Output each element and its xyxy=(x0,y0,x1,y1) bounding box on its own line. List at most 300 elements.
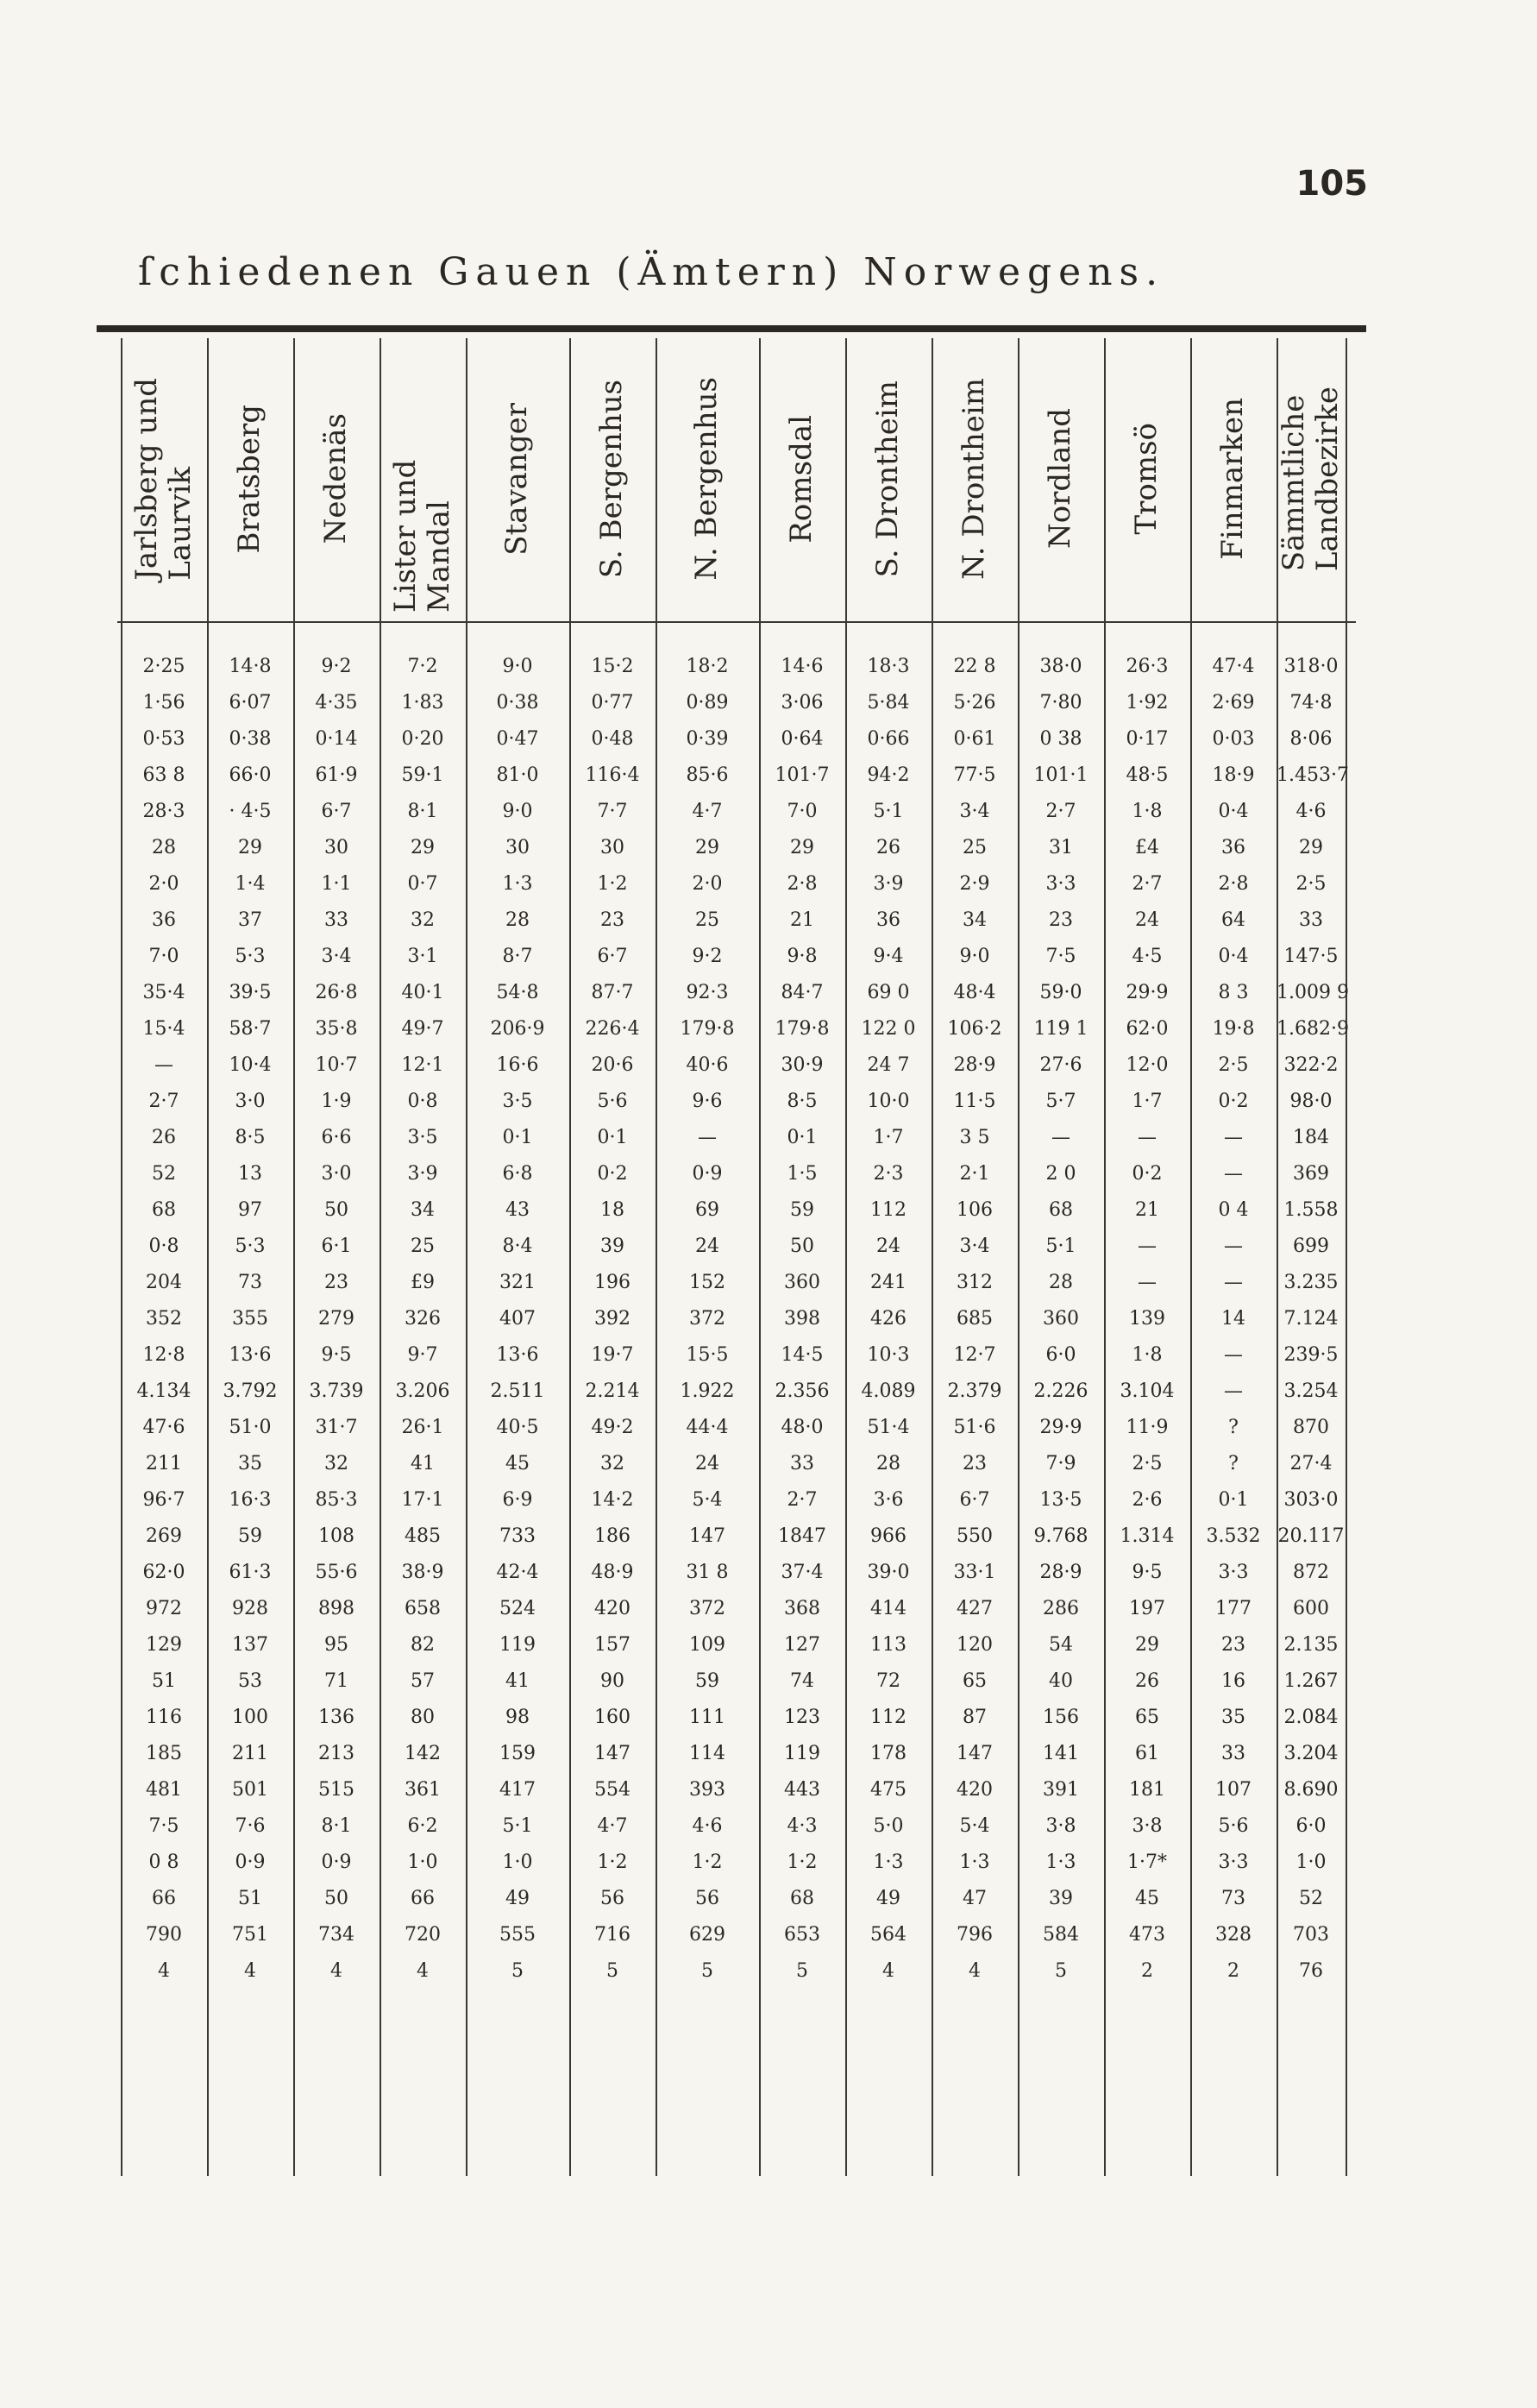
table-cell: 5 xyxy=(606,1960,618,1982)
table-cell: 2·0 xyxy=(692,873,723,895)
table-cell: £4 xyxy=(1135,837,1159,858)
table-cell: 392 xyxy=(594,1308,630,1330)
table-cell: 1·3 xyxy=(959,1852,990,1873)
table-cell: 48·5 xyxy=(1126,764,1169,786)
table-cell: 8·1 xyxy=(407,801,438,822)
table-cell: 26 xyxy=(1135,1670,1159,1692)
table-cell: 36 xyxy=(1221,837,1245,858)
table-cell: 3·3 xyxy=(1218,1562,1249,1583)
table-cell: 554 xyxy=(594,1779,630,1801)
table-cell: 45 xyxy=(505,1453,530,1474)
table-cell: 95 xyxy=(324,1634,348,1656)
table-cell: 368 xyxy=(784,1598,820,1619)
table-cell: 420 xyxy=(594,1598,630,1619)
table-cell: 2.226 xyxy=(1033,1380,1088,1402)
table-cell: 658 xyxy=(405,1598,441,1619)
table-cell: 23 xyxy=(963,1453,987,1474)
column-header-label: N. Bergenhus xyxy=(689,377,725,581)
table-cell: 211 xyxy=(146,1453,182,1474)
table-cell: 18·2 xyxy=(686,656,729,677)
table-row xyxy=(0,975,1537,1011)
table-row xyxy=(0,1772,1537,1808)
table-cell: 1·2 xyxy=(597,1852,628,1873)
table-cell: 5·6 xyxy=(597,1091,628,1112)
table-row xyxy=(0,830,1537,866)
table-cell: 685 xyxy=(957,1308,993,1330)
table-cell: 3·3 xyxy=(1045,873,1076,895)
table-cell: 181 xyxy=(1129,1779,1165,1801)
table-cell: 5·7 xyxy=(1045,1091,1076,1112)
table-cell: 239·5 xyxy=(1283,1344,1339,1366)
table-cell: 32 xyxy=(324,1453,348,1474)
column-header-label: S. Drontheim xyxy=(870,380,906,578)
table-cell: 81·0 xyxy=(496,764,539,786)
table-cell: 38·0 xyxy=(1039,656,1082,677)
table-cell: 160 xyxy=(594,1707,630,1728)
table-cell: 972 xyxy=(146,1598,182,1619)
table-cell: 13·5 xyxy=(1039,1489,1082,1511)
table-cell: 49 xyxy=(876,1888,900,1909)
table-cell: 0·8 xyxy=(407,1091,438,1112)
table-cell: 28 xyxy=(505,909,530,931)
table-cell: 898 xyxy=(318,1598,354,1619)
table-cell: — xyxy=(1138,1235,1157,1257)
table-row xyxy=(0,1808,1537,1845)
table-cell: 3.254 xyxy=(1283,1380,1339,1402)
table-cell: 66·0 xyxy=(229,764,272,786)
table-cell: 5 xyxy=(1055,1960,1067,1982)
table-cell: 734 xyxy=(318,1924,354,1946)
table-cell: 407 xyxy=(499,1308,536,1330)
table-cell: 0 4 xyxy=(1218,1199,1249,1221)
table-cell: 16 xyxy=(1221,1670,1245,1692)
column-header-label: Sämmtliche Landbezirke xyxy=(1276,386,1345,572)
table-cell: 31 8 xyxy=(686,1562,729,1583)
table-cell: 51·6 xyxy=(953,1417,996,1438)
table-row xyxy=(0,721,1537,758)
table-cell: 23 xyxy=(324,1272,348,1293)
table-cell: 12·8 xyxy=(142,1344,185,1366)
table-row xyxy=(0,685,1537,721)
table-cell: 3·5 xyxy=(407,1127,438,1148)
table-cell: 26·8 xyxy=(315,982,358,1003)
column-header-label: Finmarken xyxy=(1215,398,1251,560)
table-cell: 1·0 xyxy=(407,1852,438,1873)
table-cell: 426 xyxy=(870,1308,907,1330)
table-cell: 9·5 xyxy=(1132,1562,1163,1583)
table-cell: 564 xyxy=(870,1924,907,1946)
table-cell: 0·14 xyxy=(315,728,358,750)
table-cell: 9·0 xyxy=(502,801,533,822)
table-cell: 550 xyxy=(957,1525,993,1547)
table-cell: 25 xyxy=(695,909,719,931)
table-cell: 0·20 xyxy=(401,728,444,750)
table-row xyxy=(0,1337,1537,1374)
table-cell: 35·8 xyxy=(315,1018,358,1040)
table-row xyxy=(0,1229,1537,1265)
table-cell: 1.922 xyxy=(680,1380,735,1402)
table-row xyxy=(0,758,1537,794)
table-cell: 12·0 xyxy=(1126,1054,1169,1076)
table-cell: 51·0 xyxy=(229,1417,272,1438)
table-cell: 45 xyxy=(1135,1888,1159,1909)
table-cell: 5·4 xyxy=(692,1489,723,1511)
table-cell: 6·0 xyxy=(1045,1344,1076,1366)
table-cell: 50 xyxy=(324,1888,348,1909)
table-cell: 303·0 xyxy=(1283,1489,1339,1511)
table-cell: 16·3 xyxy=(229,1489,272,1511)
table-cell: 473 xyxy=(1129,1924,1165,1946)
table-cell: 3·5 xyxy=(502,1091,533,1112)
table-cell: 109 xyxy=(689,1634,725,1656)
table-cell: 26 xyxy=(876,837,900,858)
table-cell: 3.204 xyxy=(1283,1743,1339,1764)
table-cell: 1·1 xyxy=(321,873,352,895)
table-cell: 6·6 xyxy=(321,1127,352,1148)
table-cell: 77·5 xyxy=(953,764,996,786)
table-cell: 66 xyxy=(411,1888,435,1909)
table-row xyxy=(0,1881,1537,1917)
table-cell: 6·0 xyxy=(1295,1815,1327,1837)
table-cell: 3·9 xyxy=(407,1163,438,1185)
table-cell: £9 xyxy=(411,1272,435,1293)
table-cell: — xyxy=(1138,1272,1157,1293)
table-cell: 0·2 xyxy=(1218,1091,1249,1112)
table-row xyxy=(0,1482,1537,1518)
table-cell: 33 xyxy=(1299,909,1323,931)
table-cell: 25 xyxy=(411,1235,435,1257)
table-cell: 7·80 xyxy=(1039,692,1082,714)
table-cell: 326 xyxy=(405,1308,441,1330)
table-row xyxy=(0,1156,1537,1192)
table-cell: 8.690 xyxy=(1283,1779,1339,1801)
table-cell: 7·0 xyxy=(787,801,818,822)
table-cell: 3.739 xyxy=(309,1380,364,1402)
table-cell: 5·4 xyxy=(959,1815,990,1837)
table-cell: 2·7 xyxy=(787,1489,818,1511)
table-cell: 7·2 xyxy=(407,656,438,677)
table-cell: 0·61 xyxy=(953,728,996,750)
table-cell: 14·6 xyxy=(781,656,824,677)
table-cell: 928 xyxy=(232,1598,268,1619)
table-cell: 7·5 xyxy=(1045,946,1076,967)
table-cell: 699 xyxy=(1293,1235,1329,1257)
table-cell: 8·5 xyxy=(235,1127,266,1148)
table-cell: 6·7 xyxy=(597,946,628,967)
table-cell: 29 xyxy=(238,837,262,858)
table-cell: 2·6 xyxy=(1132,1489,1163,1511)
table-cell: 9·8 xyxy=(787,946,818,967)
table-row xyxy=(0,649,1537,685)
table-cell: 4·6 xyxy=(1295,801,1327,822)
table-cell: 28 xyxy=(876,1453,900,1474)
table-cell: 196 xyxy=(594,1272,630,1293)
table-cell: 100 xyxy=(232,1707,268,1728)
table-cell: 177 xyxy=(1215,1598,1252,1619)
table-cell: 68 xyxy=(1049,1199,1073,1221)
column-header xyxy=(1104,345,1190,613)
table-cell: — xyxy=(154,1054,173,1076)
table-cell: 185 xyxy=(146,1743,182,1764)
table-row xyxy=(0,1663,1537,1700)
table-cell: 106 xyxy=(957,1199,993,1221)
table-cell: 147 xyxy=(689,1525,725,1547)
table-cell: 85·6 xyxy=(686,764,729,786)
page-number: 105 xyxy=(1295,164,1368,204)
table-cell: 0·66 xyxy=(867,728,910,750)
table-cell: 74 xyxy=(790,1670,814,1692)
table-cell: 73 xyxy=(238,1272,262,1293)
table-cell: 85·3 xyxy=(315,1489,358,1511)
table-row xyxy=(0,1265,1537,1301)
column-header xyxy=(1190,345,1277,613)
table-cell: 62·0 xyxy=(142,1562,185,1583)
table-cell: 113 xyxy=(870,1634,907,1656)
table-cell: 2·25 xyxy=(142,656,185,677)
table-cell: 17·1 xyxy=(401,1489,444,1511)
table-cell: 2·5 xyxy=(1295,873,1327,895)
table-cell: 1·2 xyxy=(692,1852,723,1873)
table-row xyxy=(0,1518,1537,1555)
table-cell: 206·9 xyxy=(490,1018,545,1040)
table-cell: 0·9 xyxy=(235,1852,266,1873)
table-row xyxy=(0,1301,1537,1337)
table-cell: 0·1 xyxy=(502,1127,533,1148)
table-cell: 24 xyxy=(1135,909,1159,931)
table-cell: 3·0 xyxy=(235,1091,266,1112)
table-cell: 57 xyxy=(411,1670,435,1692)
table-cell: 39·5 xyxy=(229,982,272,1003)
table-cell: 15·4 xyxy=(142,1018,185,1040)
table-cell: 0·48 xyxy=(591,728,634,750)
table-cell: 16·6 xyxy=(496,1054,539,1076)
table-cell: 28·9 xyxy=(953,1054,996,1076)
table-cell: 184 xyxy=(1293,1127,1329,1148)
table-cell: 7·7 xyxy=(597,801,628,822)
table-cell: 4·7 xyxy=(692,801,723,822)
table-cell: 4 xyxy=(158,1960,170,1982)
table-cell: 66 xyxy=(152,1888,176,1909)
table-cell: 241 xyxy=(870,1272,907,1293)
table-cell: 204 xyxy=(146,1272,182,1293)
table-cell: 111 xyxy=(689,1707,725,1728)
table-cell: 7·6 xyxy=(235,1815,266,1837)
table-cell: 2·7 xyxy=(1045,801,1076,822)
table-cell: 966 xyxy=(870,1525,907,1547)
column-header-label: Stavanger xyxy=(499,402,535,556)
table-cell: 179·8 xyxy=(680,1018,735,1040)
table-row xyxy=(0,902,1537,939)
page-title: ſchiedenen Gauen (Ämtern) Norwegens. xyxy=(138,250,1165,294)
table-cell: 61 xyxy=(1135,1743,1159,1764)
table-cell: 8·7 xyxy=(502,946,533,967)
column-header xyxy=(380,345,466,613)
table-cell: 653 xyxy=(784,1924,820,1946)
table-row xyxy=(0,1917,1537,1953)
table-cell: 68 xyxy=(790,1888,814,1909)
table-cell: 53 xyxy=(238,1670,262,1692)
table-cell: 414 xyxy=(870,1598,907,1619)
table-cell: 31·7 xyxy=(315,1417,358,1438)
table-cell: 2·7 xyxy=(148,1091,179,1112)
table-cell: 269 xyxy=(146,1525,182,1547)
table-cell: 0·77 xyxy=(591,692,634,714)
table-cell: 12·7 xyxy=(953,1344,996,1366)
table-cell: 1·0 xyxy=(1295,1852,1327,1873)
table-cell: 0·89 xyxy=(686,692,729,714)
table-cell: 47·4 xyxy=(1212,656,1255,677)
table-cell: 32 xyxy=(411,909,435,931)
table-cell: 59·0 xyxy=(1039,982,1082,1003)
table-cell: 6·7 xyxy=(959,1489,990,1511)
table-cell: 47·6 xyxy=(142,1417,185,1438)
table-cell: 94·2 xyxy=(867,764,910,786)
column-header xyxy=(932,345,1018,613)
table-cell: 59 xyxy=(790,1199,814,1221)
table-cell: 5 xyxy=(796,1960,808,1982)
table-cell: 485 xyxy=(405,1525,441,1547)
table-cell: 3·8 xyxy=(1045,1815,1076,1837)
table-cell: 27·4 xyxy=(1289,1453,1333,1474)
table-cell: — xyxy=(1051,1127,1070,1148)
table-cell: 24 xyxy=(695,1453,719,1474)
table-cell: 1·0 xyxy=(502,1852,533,1873)
table-cell: 3.235 xyxy=(1283,1272,1339,1293)
table-cell: 3·4 xyxy=(321,946,352,967)
table-cell: 9·0 xyxy=(959,946,990,967)
table-cell: 114 xyxy=(689,1743,725,1764)
table-cell: 751 xyxy=(232,1924,268,1946)
table-cell: 1.267 xyxy=(1283,1670,1339,1692)
table-cell: 2·7 xyxy=(1132,873,1163,895)
table-cell: 211 xyxy=(232,1743,268,1764)
table-cell: 9·2 xyxy=(321,656,352,677)
table-cell: 1.009 9 xyxy=(1277,982,1349,1003)
table-cell: 2·5 xyxy=(1218,1054,1249,1076)
table-cell: 629 xyxy=(689,1924,725,1946)
table-cell: 24 xyxy=(876,1235,900,1257)
table-cell: 72 xyxy=(876,1670,900,1692)
table-cell: 107 xyxy=(1215,1779,1252,1801)
table-cell: ? xyxy=(1228,1417,1239,1438)
table-cell: 8·4 xyxy=(502,1235,533,1257)
table-cell: 112 xyxy=(870,1199,907,1221)
table-row xyxy=(0,1192,1537,1229)
table-cell: 41 xyxy=(505,1670,530,1692)
table-cell: 43 xyxy=(505,1199,530,1221)
table-cell: 61·3 xyxy=(229,1562,272,1583)
table-cell: 0·2 xyxy=(597,1163,628,1185)
table-cell: 417 xyxy=(499,1779,536,1801)
table-cell: 14·2 xyxy=(591,1489,634,1511)
header-divider xyxy=(117,621,1356,623)
table-cell: 360 xyxy=(1043,1308,1079,1330)
table-row xyxy=(0,1047,1537,1084)
table-cell: 36 xyxy=(152,909,176,931)
table-cell: 48·0 xyxy=(781,1417,824,1438)
table-cell: 74·8 xyxy=(1289,692,1333,714)
table-cell: 3·3 xyxy=(1218,1852,1249,1873)
table-cell: 28 xyxy=(1049,1272,1073,1293)
table-cell: 26·1 xyxy=(401,1417,444,1438)
table-row xyxy=(0,1410,1537,1446)
table-cell: 475 xyxy=(870,1779,907,1801)
table-cell: 4·5 xyxy=(1132,946,1163,967)
table-cell: 137 xyxy=(232,1634,268,1656)
table-cell: 720 xyxy=(405,1924,441,1946)
column-header xyxy=(207,345,293,613)
table-cell: 23 xyxy=(1049,909,1073,931)
table-row xyxy=(0,1120,1537,1156)
table-cell: 2.379 xyxy=(947,1380,1002,1402)
table-cell: 23 xyxy=(1221,1634,1245,1656)
table-cell: · 4·5 xyxy=(229,801,272,822)
table-cell: 56 xyxy=(600,1888,624,1909)
table-cell: 4.134 xyxy=(136,1380,191,1402)
table-cell: 69 0 xyxy=(867,982,910,1003)
table-cell: 18·3 xyxy=(867,656,910,677)
table-cell: 59 xyxy=(238,1525,262,1547)
table-cell: 8·5 xyxy=(787,1091,818,1112)
table-cell: 92·3 xyxy=(686,982,729,1003)
table-cell: 7·0 xyxy=(148,946,179,967)
table-cell: 20.117 xyxy=(1277,1525,1345,1547)
table-cell: 49·2 xyxy=(591,1417,634,1438)
table-cell: 119 xyxy=(784,1743,820,1764)
table-cell: 186 xyxy=(594,1525,630,1547)
table-cell: 10·4 xyxy=(229,1054,272,1076)
table-cell: 0·47 xyxy=(496,728,539,750)
table-cell: 40·1 xyxy=(401,982,444,1003)
table-cell: 3·6 xyxy=(873,1489,904,1511)
table-row xyxy=(0,1700,1537,1736)
table-cell: 1·3 xyxy=(873,1852,904,1873)
table-cell: 14·8 xyxy=(229,656,272,677)
table-cell: 50 xyxy=(790,1235,814,1257)
table-cell: 321 xyxy=(499,1272,536,1293)
table-cell: 2.356 xyxy=(775,1380,830,1402)
column-header xyxy=(293,345,380,613)
table-cell: 29 xyxy=(1135,1634,1159,1656)
table-cell: 3·0 xyxy=(321,1163,352,1185)
table-cell: 5·3 xyxy=(235,1235,266,1257)
table-cell: 49 xyxy=(505,1888,530,1909)
table-cell: 28 xyxy=(152,837,176,858)
table-cell: 4·6 xyxy=(692,1815,723,1837)
table-cell: 3.206 xyxy=(395,1380,450,1402)
column-header xyxy=(569,345,656,613)
table-cell: 98·0 xyxy=(1289,1091,1333,1112)
table-cell: 584 xyxy=(1043,1924,1079,1946)
table-cell: 147 xyxy=(594,1743,630,1764)
table-cell: 7·5 xyxy=(148,1815,179,1837)
table-cell: 1·8 xyxy=(1132,801,1163,822)
table-cell: 22 8 xyxy=(953,656,996,677)
table-cell: 5 xyxy=(511,1960,524,1982)
table-cell: 9.768 xyxy=(1033,1525,1088,1547)
table-cell: 82 xyxy=(411,1634,435,1656)
table-cell: 5·3 xyxy=(235,946,266,967)
table-cell: 65 xyxy=(1135,1707,1159,1728)
table-cell: 0·53 xyxy=(142,728,185,750)
table-row xyxy=(0,1011,1537,1047)
table-cell: 393 xyxy=(689,1779,725,1801)
table-cell: 0 8 xyxy=(148,1852,179,1873)
table-cell: 600 xyxy=(1293,1598,1329,1619)
table-row xyxy=(0,1591,1537,1627)
table-cell: 29·9 xyxy=(1126,982,1169,1003)
table-cell: 152 xyxy=(689,1272,725,1293)
